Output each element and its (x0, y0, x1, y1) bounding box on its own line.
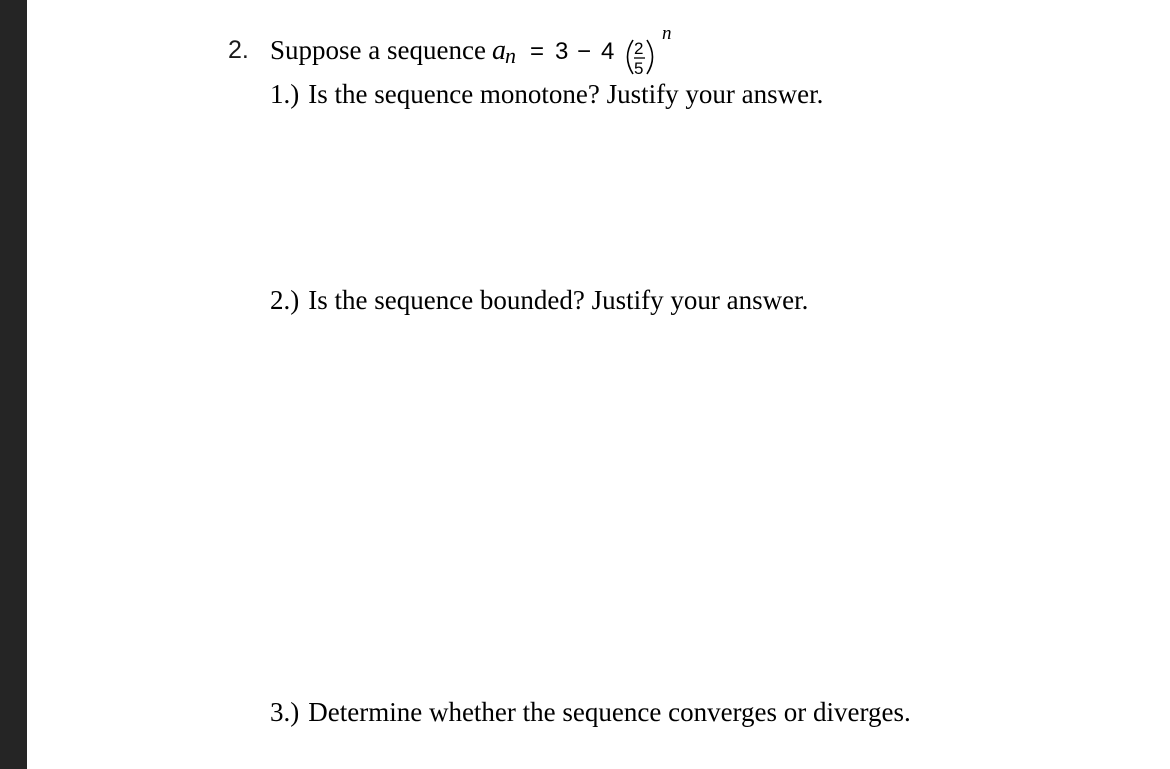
question-3-text: Determine whether the sequence converges or diverges. (308, 697, 911, 727)
question-2 (270, 283, 808, 317)
formula-right-paren (647, 40, 653, 74)
left-side-bar (0, 0, 27, 769)
problem-stem: Suppose a sequence (270, 35, 486, 65)
formula-subscript: n (505, 43, 516, 68)
question-1 (270, 77, 823, 111)
question-3 (270, 695, 911, 729)
formula-minus: − (577, 38, 592, 65)
formula-denominator: 5 (634, 59, 644, 78)
formula-variable: a (492, 35, 506, 66)
formula-coefficient: 4 (601, 38, 615, 65)
question-1-label: 1.) (270, 79, 300, 109)
question-3-label: 3.) (270, 697, 300, 727)
sequence-formula (492, 18, 692, 80)
formula-constant: 3 (555, 38, 569, 65)
problem-number: 2. (228, 36, 249, 64)
formula-left-paren (628, 40, 634, 74)
question-2-text: Is the sequence bounded? Justify your answer. (308, 285, 809, 315)
formula-exponent: n (662, 23, 672, 44)
formula-equals: = (530, 38, 545, 65)
question-2-label: 2.) (270, 285, 300, 315)
question-1-text: Is the sequence monotone? Justify your answer. (308, 79, 824, 109)
formula-numerator: 2 (634, 39, 644, 58)
